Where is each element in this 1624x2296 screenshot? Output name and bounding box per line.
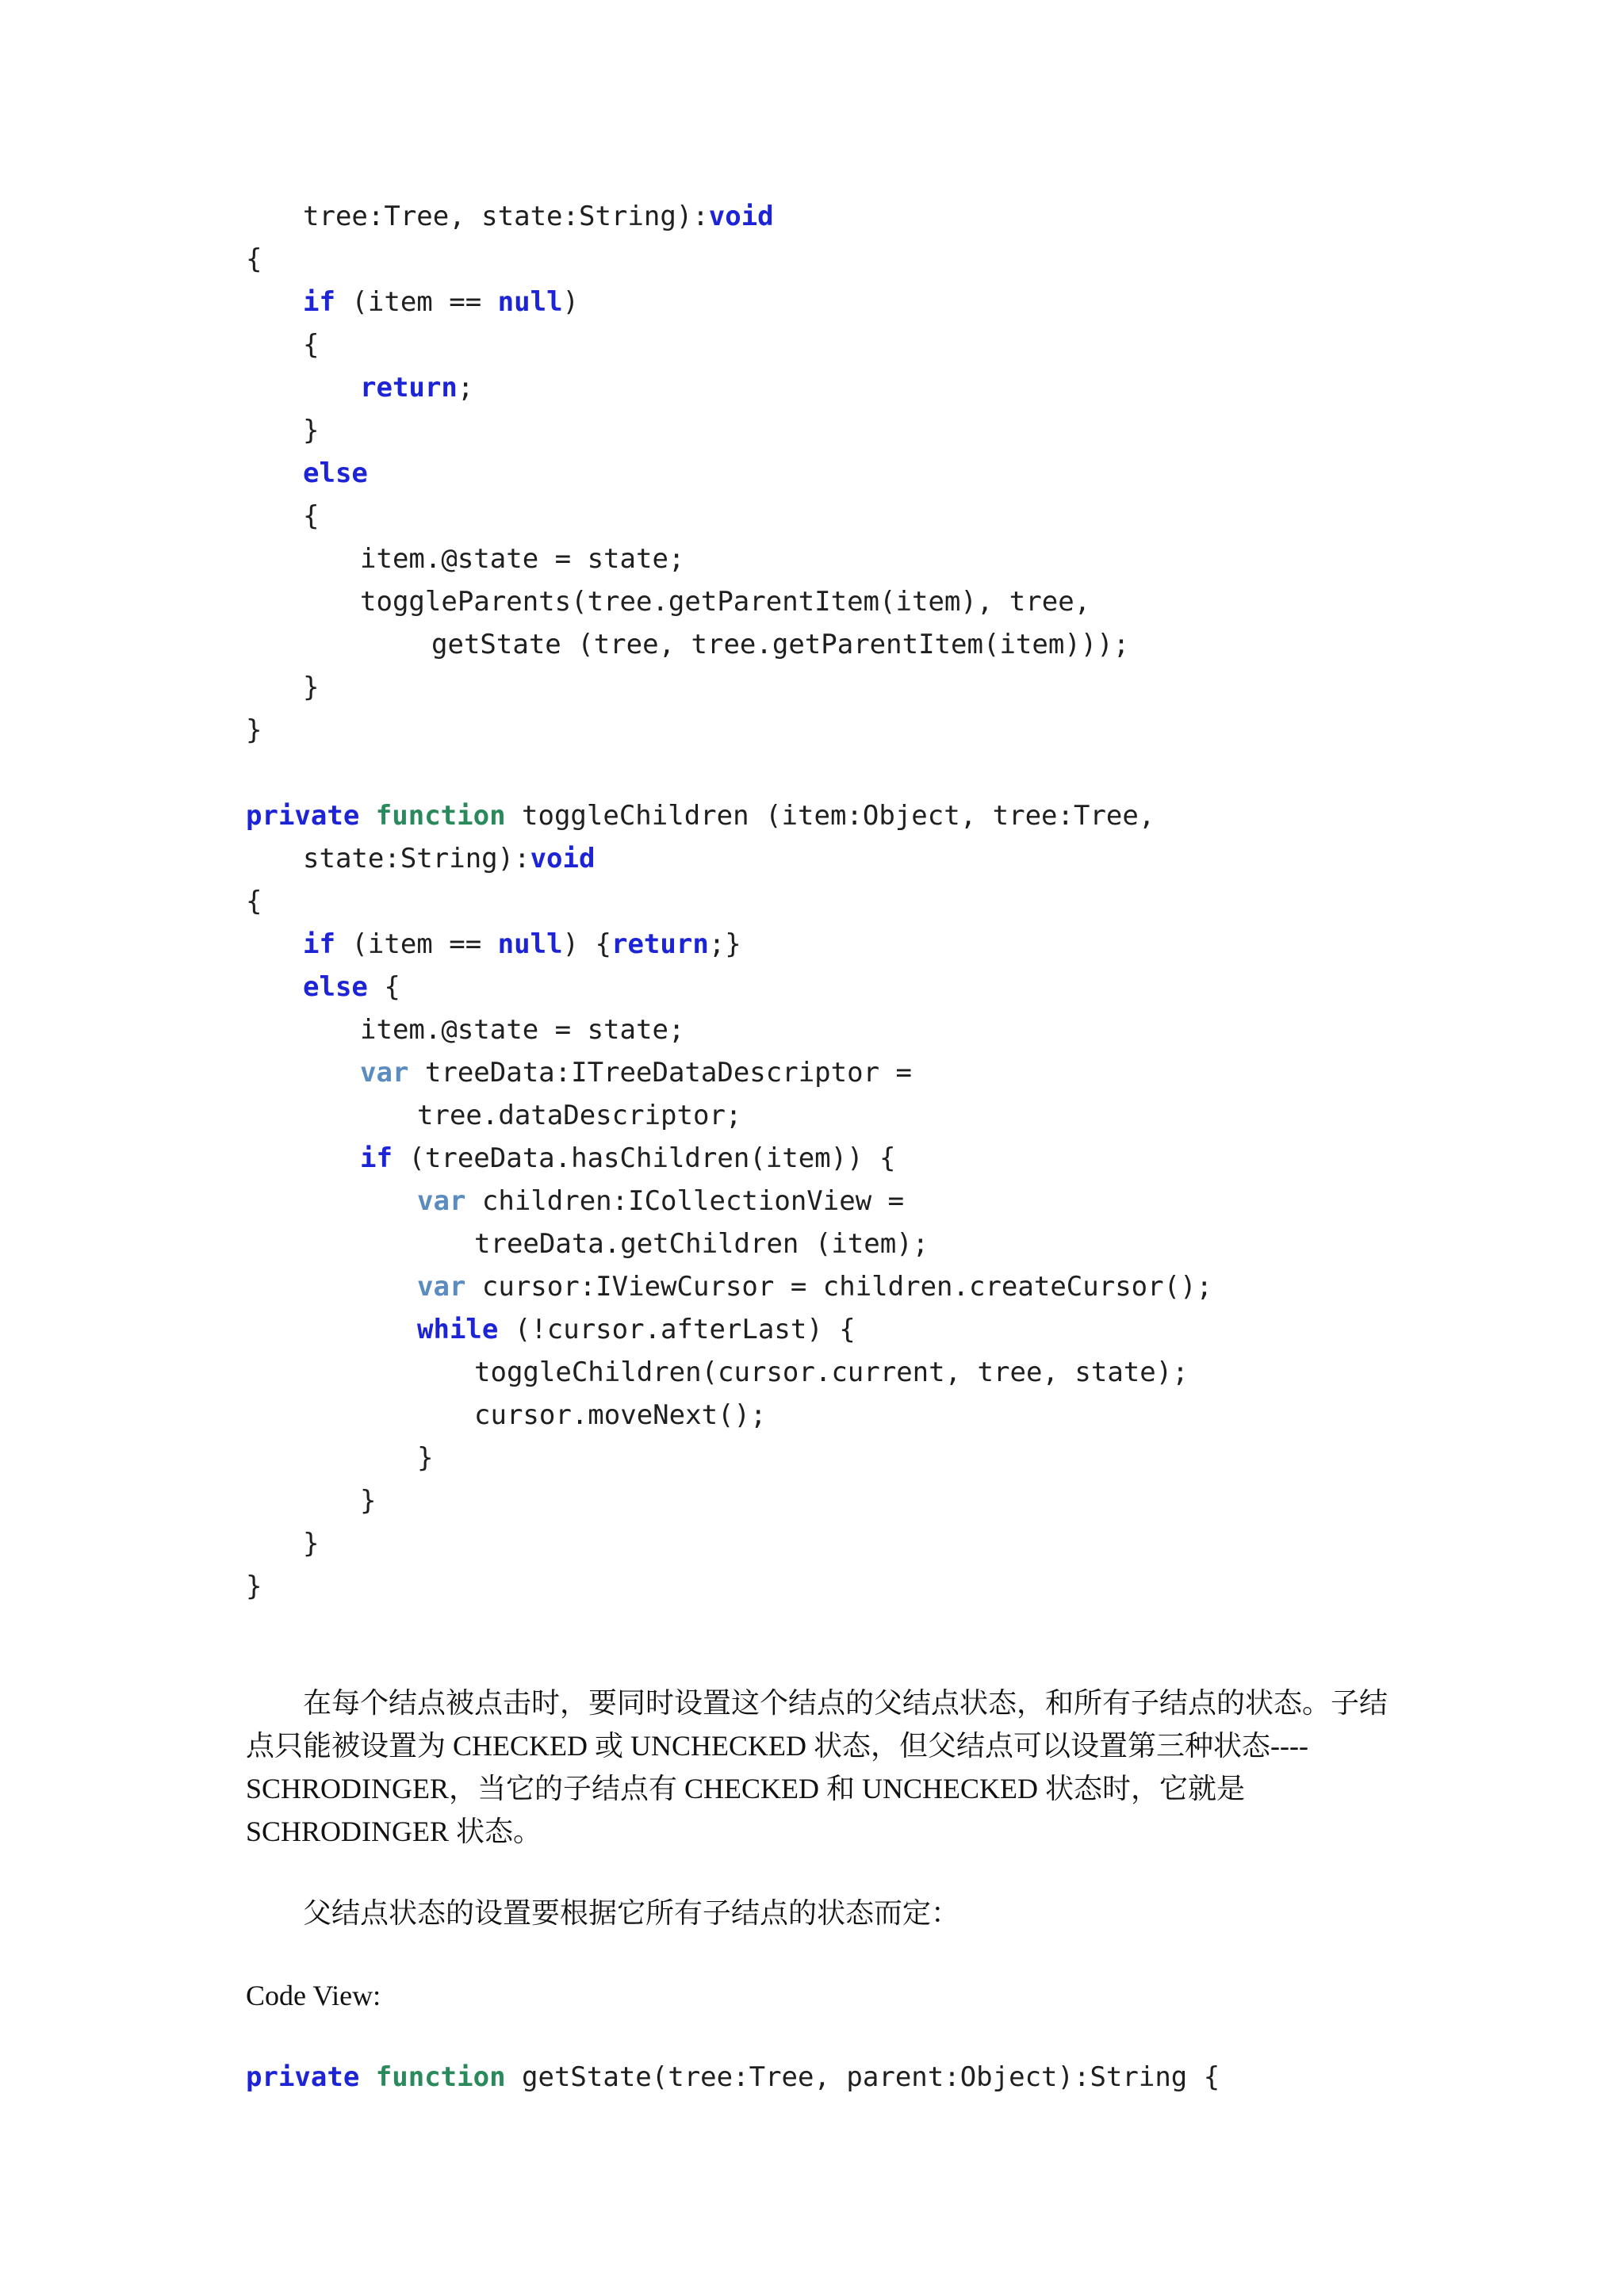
paragraph-line: 在每个结点被点击时，要同时设置这个结点的父结点状态，和所有子结点的状态。子结 [303, 1687, 1388, 1719]
code-line [246, 1565, 1212, 1608]
code-line [246, 238, 1212, 281]
code-text: item.@state = state; [360, 1014, 685, 1046]
code-line [246, 366, 1212, 409]
code-text: ;} [708, 928, 741, 960]
code-text: (item == [335, 286, 498, 318]
code-view-label-text: Code View: [246, 1980, 381, 2011]
paragraph-line: 点只能被设置为 CHECKED 或 UNCHECKED 状态，但父结点可以设置第三种状态---- [246, 1730, 1308, 1762]
code-text: (!cursor.afterLast) { [498, 1314, 856, 1345]
code-text: } [360, 1485, 377, 1517]
code-keyword: void [708, 201, 774, 232]
code-line [246, 580, 1212, 623]
code-line [246, 1137, 1212, 1180]
code-line [246, 323, 1212, 366]
code-text: } [246, 714, 262, 746]
code-text: { [303, 329, 320, 361]
code-line [246, 752, 1212, 794]
paragraph-parent-state [303, 1892, 959, 1934]
code-line [246, 1308, 1212, 1351]
code-keyword: function [375, 800, 506, 832]
code-text: tree:Tree, state:String): [303, 201, 709, 232]
code-text [359, 2061, 375, 2093]
code-text [359, 800, 375, 832]
code-text: cursor:IViewCursor = children.createCursor(); [465, 1271, 1213, 1303]
code-line [246, 666, 1212, 709]
code-keyword: void [530, 843, 596, 874]
code-text: toggleChildren (item:Object, tree:Tree, [505, 800, 1155, 832]
code-line [246, 1180, 1212, 1223]
code-line [246, 709, 1212, 752]
code-line [246, 880, 1212, 923]
code-text: treeData.getChildren (item); [474, 1228, 929, 1260]
code-text: treeData:ITreeDataDescriptor = [408, 1057, 912, 1089]
code-text: getState (tree, tree.getParentItem(item))); [431, 629, 1130, 660]
code-text: } [303, 415, 320, 446]
code-text: } [303, 1528, 320, 1559]
code-block-get-state [246, 2056, 1220, 2099]
code-text: { [246, 243, 262, 275]
paragraph-line: SCHRODINGER，当它的子结点有 CHECKED 和 UNCHECKED 状态时，它就是 [246, 1773, 1246, 1804]
code-keyword: return [611, 928, 709, 960]
code-line [246, 1351, 1212, 1394]
code-text: ; [457, 372, 474, 404]
code-text: } [246, 1571, 262, 1602]
code-keyword: return [360, 372, 458, 404]
code-line [246, 1394, 1212, 1437]
code-text: item.@state = state; [360, 543, 685, 575]
code-block-toggle-functions [246, 195, 1212, 1608]
code-text: (treeData.hasChildren(item)) { [392, 1142, 896, 1174]
code-keyword: function [375, 2061, 506, 2093]
code-text: ) { [562, 928, 611, 960]
code-keyword: if [303, 928, 335, 960]
code-keyword: private [246, 2061, 360, 2093]
code-keyword: else [303, 971, 368, 1003]
code-text: getState(tree:Tree, parent:Object):String { [505, 2061, 1220, 2093]
code-text: state:String): [303, 843, 530, 874]
code-line [246, 495, 1212, 538]
code-keyword: if [303, 286, 335, 318]
code-line [246, 623, 1212, 666]
code-line [246, 1479, 1212, 1522]
code-text: { [367, 971, 400, 1003]
code-line [246, 1008, 1212, 1051]
code-keyword: if [360, 1142, 393, 1174]
code-text: { [303, 500, 320, 532]
paragraph-line: 父结点状态的设置要根据它所有子结点的状态而定： [303, 1897, 960, 1929]
code-line [246, 281, 1212, 323]
code-keyword: while [417, 1314, 499, 1345]
code-view-label [246, 1974, 381, 2017]
code-line [246, 1522, 1212, 1565]
code-text: toggleParents(tree.getParentItem(item), tree, [360, 586, 1091, 618]
code-line [246, 1437, 1212, 1479]
code-line [246, 195, 1212, 238]
code-line [246, 837, 1212, 880]
paragraph-state-explanation [246, 1682, 1388, 1853]
code-text: tree.dataDescriptor; [417, 1100, 742, 1131]
code-line [246, 2056, 1220, 2099]
code-keyword: null [497, 928, 563, 960]
code-keyword: null [497, 286, 563, 318]
code-text: } [303, 672, 320, 703]
code-keyword: else [303, 457, 368, 489]
code-line [246, 452, 1212, 495]
code-line [246, 538, 1212, 580]
code-line [246, 1094, 1212, 1137]
code-line [246, 1223, 1212, 1265]
code-text: { [246, 886, 262, 917]
code-text: children:ICollectionView = [465, 1185, 905, 1217]
code-text: toggleChildren(cursor.current, tree, state); [474, 1357, 1189, 1388]
code-text: } [417, 1442, 434, 1474]
code-line [246, 1265, 1212, 1308]
code-text: (item == [335, 928, 498, 960]
code-line [246, 923, 1212, 966]
code-keyword: var [417, 1185, 466, 1217]
code-keyword: var [360, 1057, 409, 1089]
paragraph-line: SCHRODINGER 状态。 [246, 1816, 542, 1847]
code-keyword: private [246, 800, 360, 832]
code-line [246, 1051, 1212, 1094]
code-line [246, 966, 1212, 1008]
code-text: ) [562, 286, 580, 318]
code-text: cursor.moveNext(); [474, 1399, 767, 1431]
code-keyword: var [417, 1271, 466, 1303]
code-line [246, 794, 1212, 837]
code-line [246, 409, 1212, 452]
